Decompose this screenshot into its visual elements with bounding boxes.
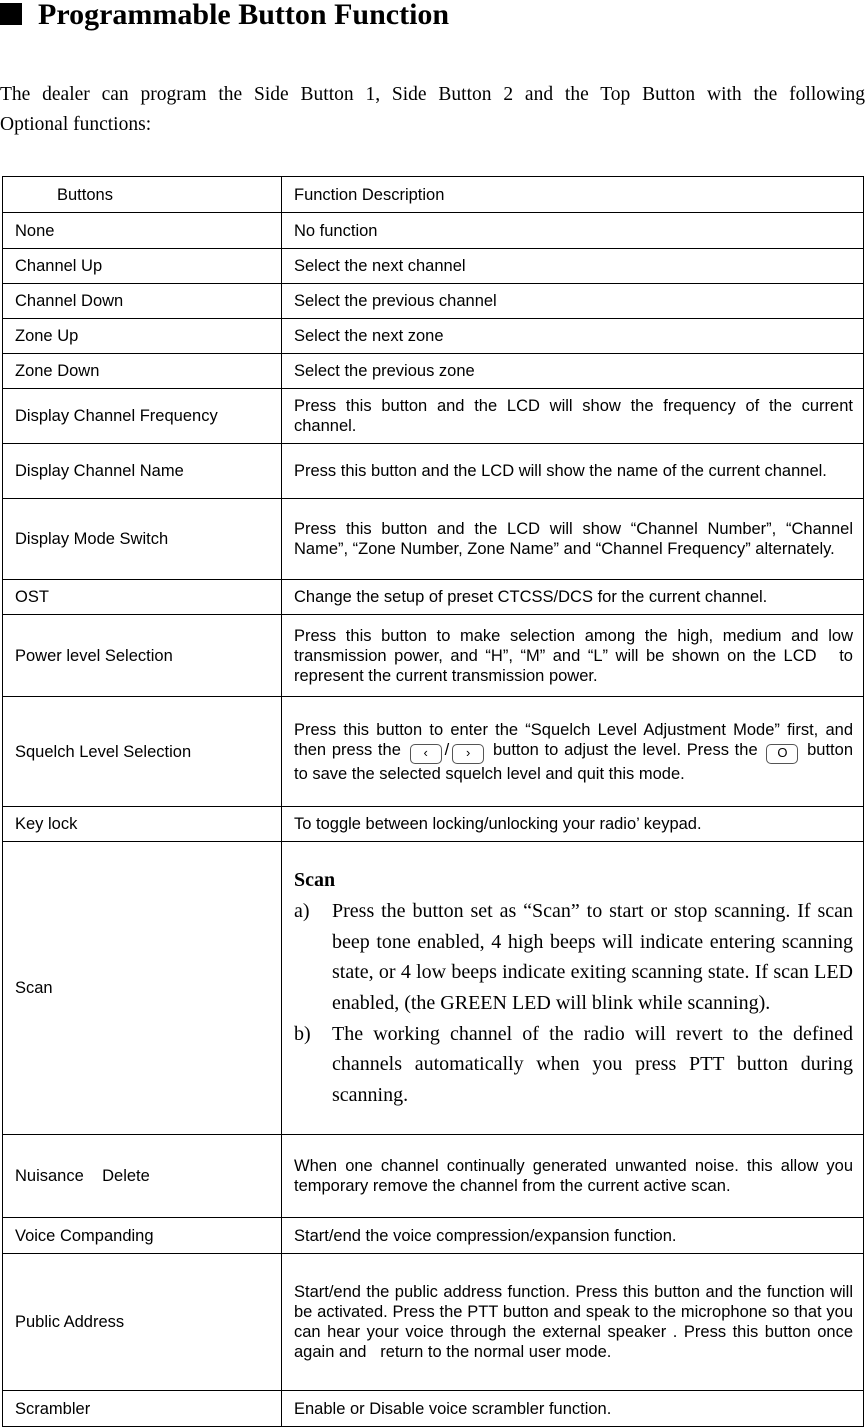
squelch-text-part-1: Press this button to enter the “Squelch Level Adjustment Mode” first, and then press the xyxy=(294,720,853,759)
button-name: Channel Down xyxy=(3,284,282,319)
table-row xyxy=(3,249,864,284)
table-row xyxy=(3,444,864,499)
right-arrow-key-icon: › xyxy=(452,744,484,764)
button-name: Public Address xyxy=(3,1254,282,1391)
intro-paragraph xyxy=(0,80,865,140)
table-row xyxy=(3,842,864,1135)
button-name: Nuisance Delete xyxy=(3,1135,282,1218)
table-row xyxy=(3,354,864,389)
function-description: Change the setup of preset CTCSS/DCS for the current channel. xyxy=(282,580,864,615)
page-title xyxy=(0,0,449,32)
button-name: Zone Up xyxy=(3,319,282,354)
squelch-text-part-2: button to adjust the level. Press the xyxy=(492,740,758,759)
left-arrow-key-icon: ‹ xyxy=(410,744,442,764)
function-description: Select the next channel xyxy=(282,249,864,284)
button-name: Voice Companding xyxy=(3,1218,282,1254)
table-row xyxy=(3,580,864,615)
table-row xyxy=(3,1391,864,1427)
intro-line-1: The dealer can program the Side Button 1, Side Button 2 and the Top Button with the following xyxy=(0,84,865,105)
table-row xyxy=(3,615,864,697)
table-row xyxy=(3,389,864,444)
function-description: Enable or Disable voice scrambler function. xyxy=(282,1391,864,1427)
function-description: Select the next zone xyxy=(282,319,864,354)
table-row xyxy=(3,499,864,580)
list-item-label: a) xyxy=(294,899,310,922)
button-name: Scrambler xyxy=(3,1391,282,1427)
button-name: Zone Down xyxy=(3,354,282,389)
list-item-label: b) xyxy=(294,1022,311,1045)
list-item-text: Press the button set as “Scan” to start or stop scanning. If scan beep tone enabled, 4 high beeps will indicate entering scanning state, or 4 low beeps indicate exiting scanning state. If scan LED enabled, (the GREEN LED will blink while scanning). xyxy=(332,899,853,1014)
button-name: None xyxy=(3,213,282,249)
button-name: Channel Up xyxy=(3,249,282,284)
function-description: Press this button and the LCD will show the name of the current channel. xyxy=(282,444,864,499)
squelch-text-part-3: button to save the selected squelch level and quit this mode. xyxy=(294,740,853,783)
button-name: Display Channel Frequency xyxy=(3,389,282,444)
scan-title: Scan xyxy=(294,869,336,892)
button-name: Scan xyxy=(3,842,282,1135)
function-description: Press this button to make selection among the high, medium and low transmission power, and “H”, “M” and “L” will be shown on the LCD to represent the current transmission power. xyxy=(282,615,864,697)
function-description: No function xyxy=(282,213,864,249)
column-header-buttons: Buttons xyxy=(3,177,282,213)
button-name: OST xyxy=(3,580,282,615)
function-table xyxy=(2,176,864,1427)
table-row xyxy=(3,1218,864,1254)
column-header-description: Function Description xyxy=(282,177,864,213)
list-item xyxy=(294,1019,853,1111)
function-description: Press this button and the LCD will show the frequency of the current channel. xyxy=(282,389,864,444)
button-name: Display Mode Switch xyxy=(3,499,282,580)
page-title-text: Programmable Button Function xyxy=(38,0,450,31)
list-item xyxy=(294,896,853,1019)
intro-line-2: Optional functions: xyxy=(0,114,152,135)
table-row xyxy=(3,1254,864,1391)
function-description: Start/end the voice compression/expansion function. xyxy=(282,1218,864,1254)
button-name: Squelch Level Selection xyxy=(3,697,282,807)
scan-description xyxy=(282,842,864,1135)
table-row xyxy=(3,213,864,249)
list-item-text: The working channel of the radio will revert to the defined channels automatically when you press PTT button during scanning. xyxy=(332,1022,853,1107)
function-description: When one channel continually generated unwanted noise. this allow you temporary remove the channel from the current active scan. xyxy=(282,1135,864,1218)
ok-key-icon: O xyxy=(766,744,798,764)
function-description: Select the previous zone xyxy=(282,354,864,389)
function-description: Start/end the public address function. Press this button and the function will be activated. Press the PTT button and speak to the microphone so that you can hear your voice through the external speaker . Press this button once again and return to the normal user mode. xyxy=(282,1254,864,1391)
button-name: Display Channel Name xyxy=(3,444,282,499)
button-name: Power level Selection xyxy=(3,615,282,697)
button-name: Key lock xyxy=(3,807,282,842)
table-header-row xyxy=(3,177,864,213)
table-row xyxy=(3,807,864,842)
table-row xyxy=(3,284,864,319)
function-description: To toggle between locking/unlocking your radio’ keypad. xyxy=(282,807,864,842)
function-description: Press this button and the LCD will show “Channel Number”, “Channel Name”, “Zone Number, Zone Name” and “Channel Frequency” alternately. xyxy=(282,499,864,580)
table-row xyxy=(3,319,864,354)
square-bullet-icon xyxy=(0,3,22,25)
table-row xyxy=(3,697,864,807)
table-row xyxy=(3,1135,864,1218)
function-description xyxy=(282,697,864,807)
function-description: Select the previous channel xyxy=(282,284,864,319)
squelch-separator: / xyxy=(444,740,450,759)
